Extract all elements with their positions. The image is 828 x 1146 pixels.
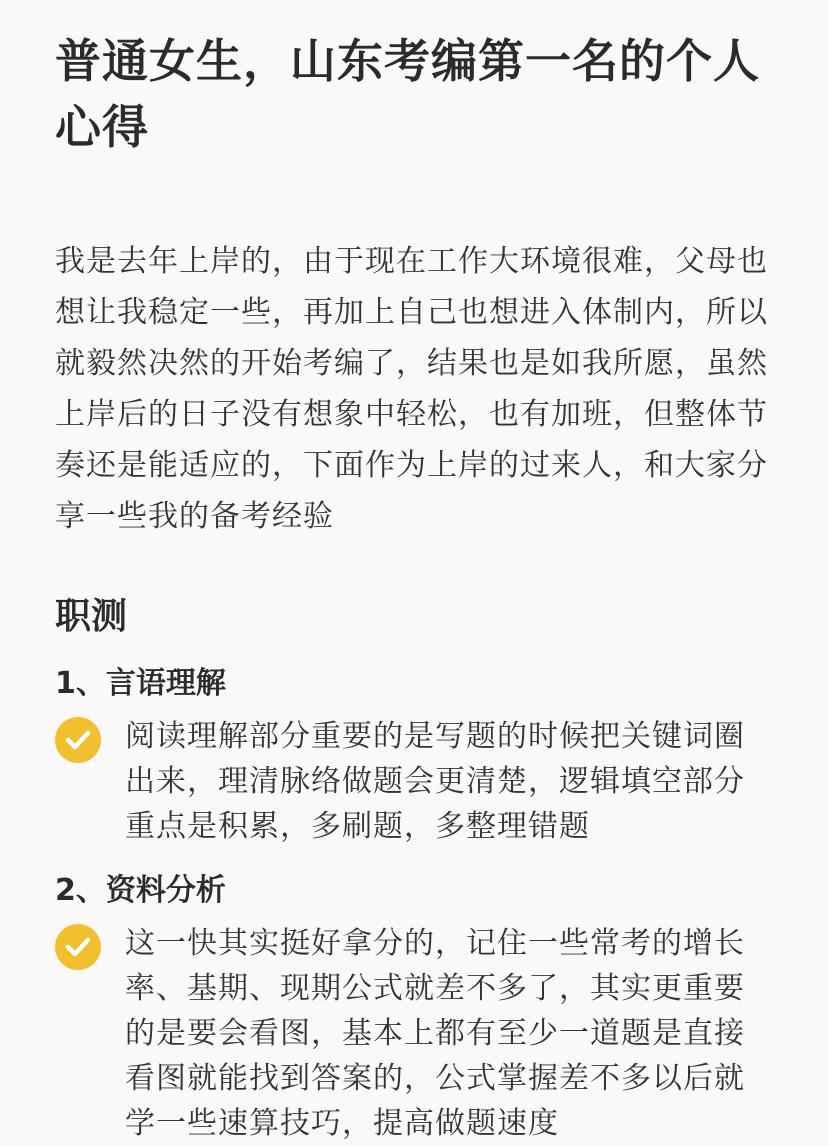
check-circle-icon xyxy=(55,717,101,763)
subsection-heading: 1、言语理解 xyxy=(55,666,226,701)
check-circle-icon xyxy=(55,924,101,970)
bullet-item xyxy=(55,714,775,849)
intro-paragraph: 我是去年上岸的，由于现在工作大环境很难，父母也想让我稳定一些，再加上自己也想进入体制内，所以就毅然决然的开始考编了，结果也是如我所愿，虽然上岸后的日子没有想象中轻松，也有加班，但整体节奏还是能适应的，下面作为上岸的过来人，和大家分享一些我的备考经验 xyxy=(55,244,768,534)
subsection xyxy=(55,869,775,1146)
subsection-heading: 2、资料分析 xyxy=(55,873,226,908)
subsection xyxy=(55,662,775,849)
article-title: 普通女生，山东考编第一名的个人心得 xyxy=(55,34,760,154)
section-heading: 职测 xyxy=(55,596,128,637)
bullet-text: 阅读理解部分重要的是写题的时候把关键词圈出来，理清脉络做题会更清楚，逻辑填空部分重点是积累，多刷题，多整理错题 xyxy=(125,719,745,844)
bullet-item xyxy=(55,921,775,1146)
bullet-text: 这一快其实挺好拿分的，记住一些常考的增长率、基期、现期公式就差不多了，其实更重要的是要会看图，基本上都有至少一道题是直接看图就能找到答案的，公式掌握差不多以后就学一些速算技巧，提高做题速度 xyxy=(125,926,745,1141)
article xyxy=(55,0,775,1146)
